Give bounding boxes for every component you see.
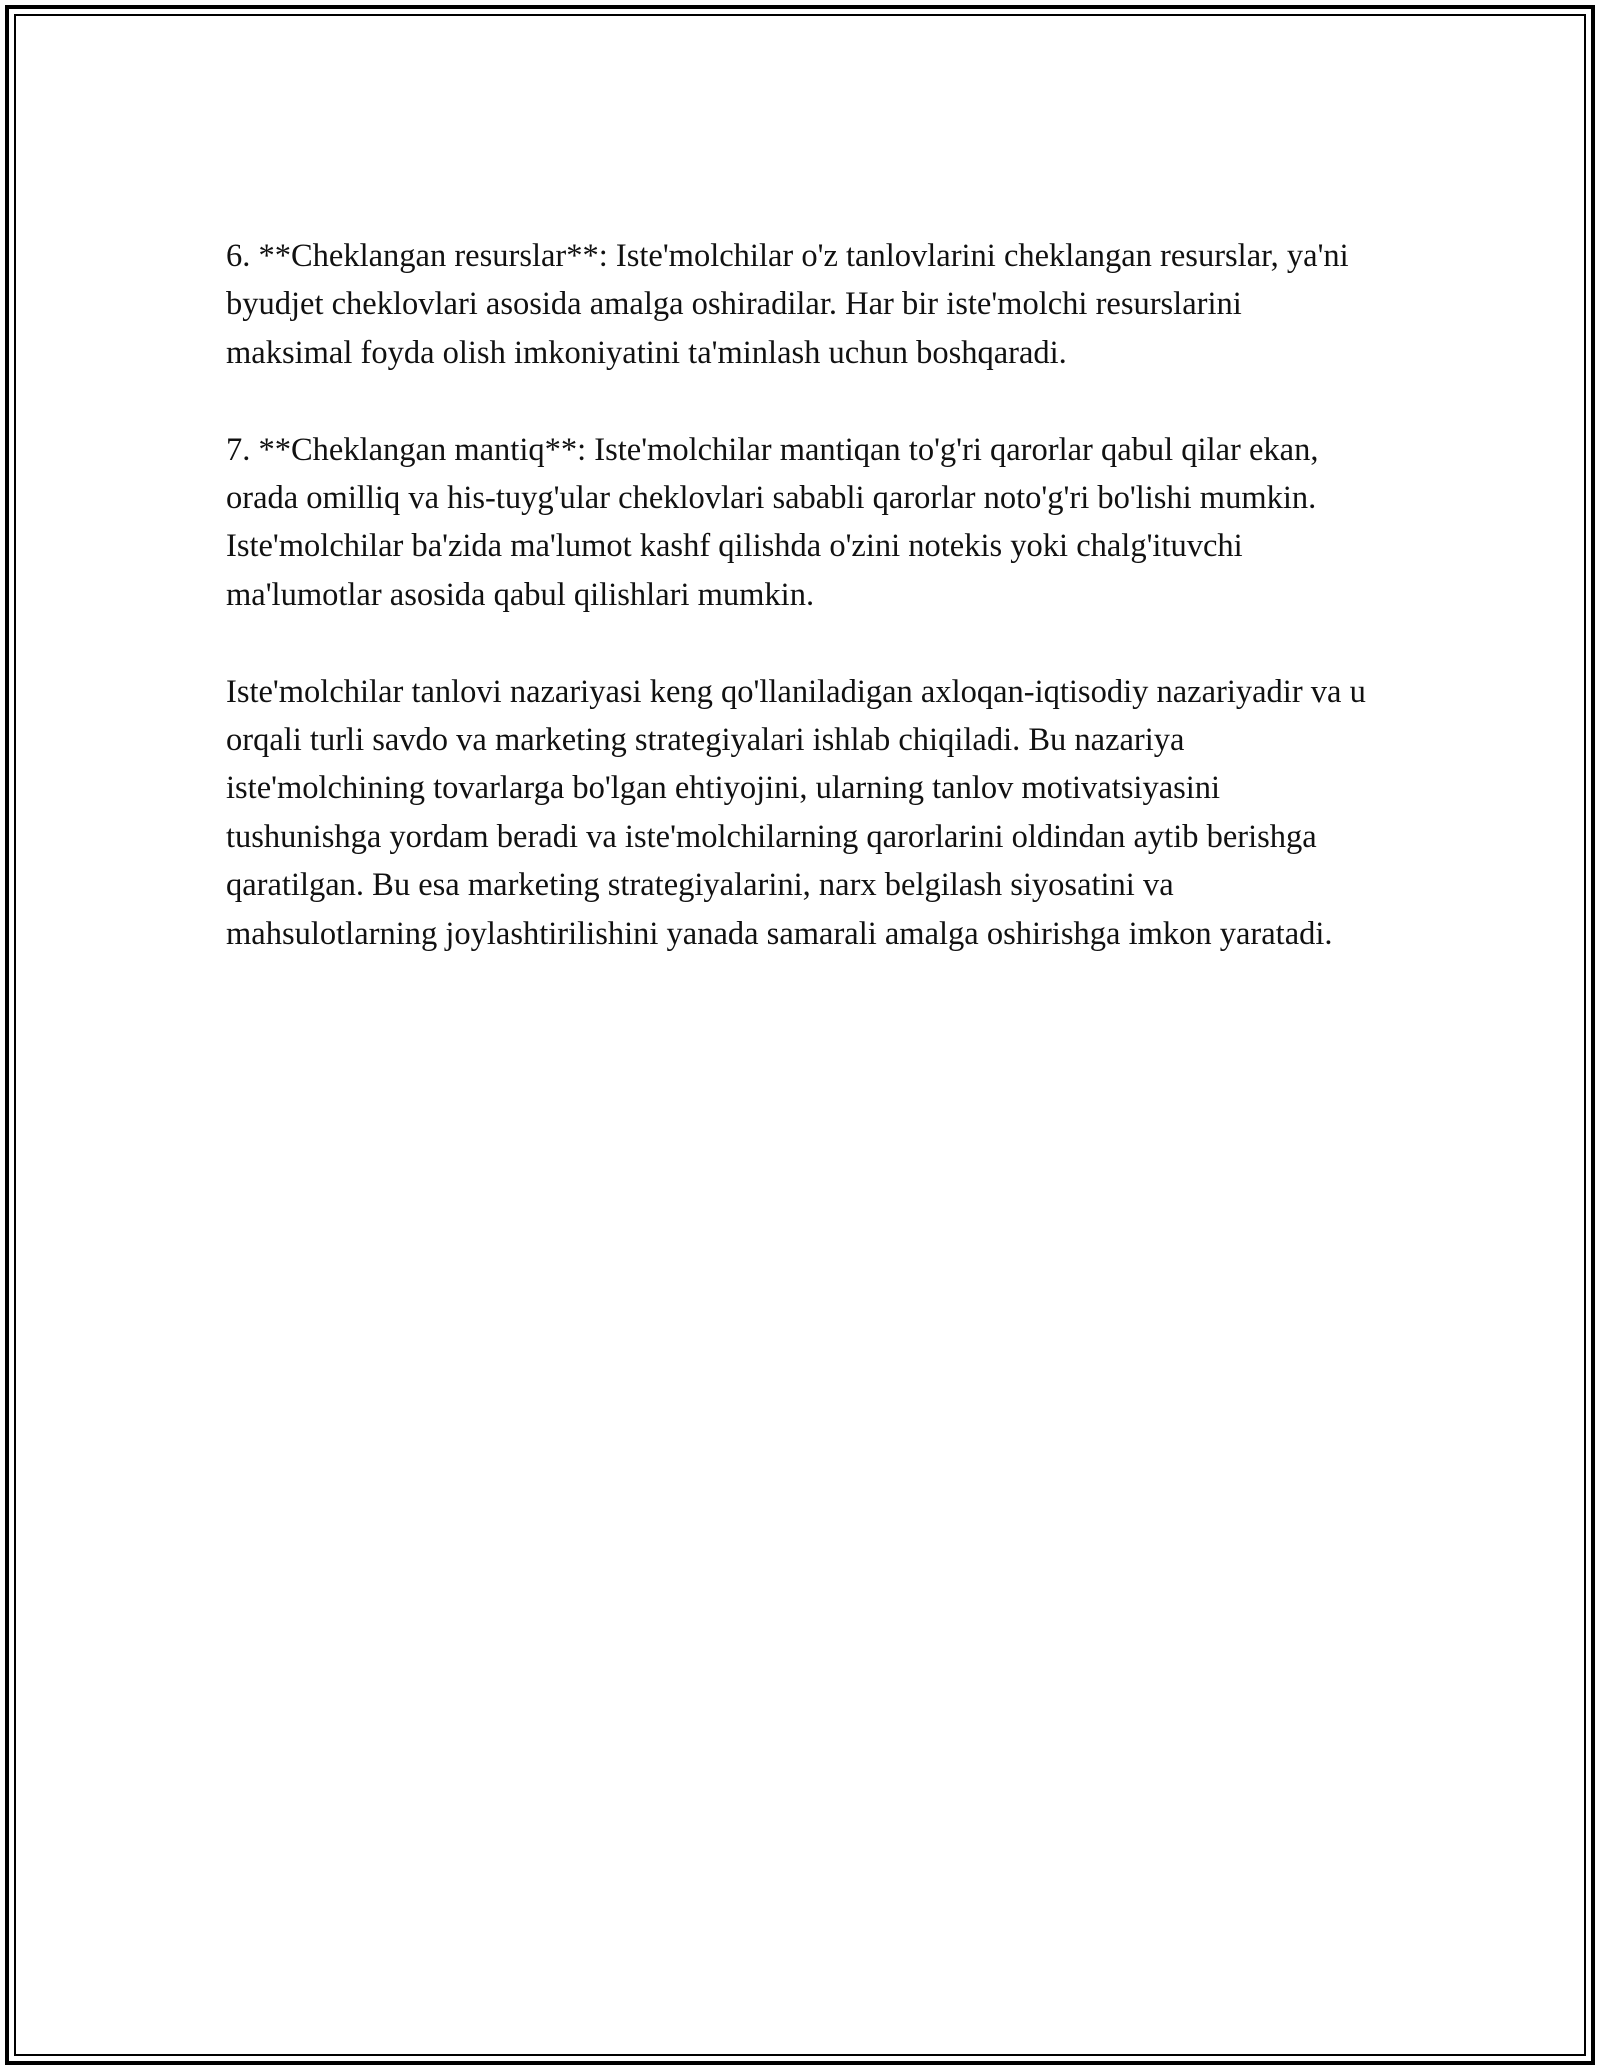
document-body [226, 232, 1376, 958]
paragraph-limited-resources: 6. **Cheklangan resurslar**: Iste'molchilar o'z tanlovlarini cheklangan resurslar, ya'ni byudjet cheklovlari asosida amalga oshiradilar. Har bir iste'molchi resurslarini maksimal foyda olish imkoniyatini ta'minlash uchun boshqaradi. [226, 238, 1349, 371]
paragraph-consumer-choice-theory: Iste'molchilar tanlovi nazariyasi keng qo'llaniladigan axloqan-iqtisodiy nazariyadir va u orqali turli savdo va marketing strategiyalari ishlab chiqiladi. Bu nazariya iste'molchining tovarlarga bo'lgan ehtiyojini, ularning tanlov motivatsiyasini tushunishga yordam beradi va iste'molchilarning qarorlarini oldindan aytib berishga qaratilgan. Bu esa marketing strategiyalarini, narx belgilash siyosatini va mahsulotlarning joylashtirilishini yanada samarali amalga oshirishga imkon yaratadi. [226, 673, 1366, 952]
paragraph-limited-logic: 7. **Cheklangan mantiq**: Iste'molchilar mantiqan to'g'ri qarorlar qabul qilar ekan, orada omilliq va his-tuyg'ular cheklovlari sababli qarorlar noto'g'ri bo'lishi mumkin. Iste'molchilar ba'zida ma'lumot kashf qilishda o'zini notekis yoki chalg'ituvchi ma'lumotlar asosida qabul qilishlari mumkin. [226, 431, 1319, 613]
